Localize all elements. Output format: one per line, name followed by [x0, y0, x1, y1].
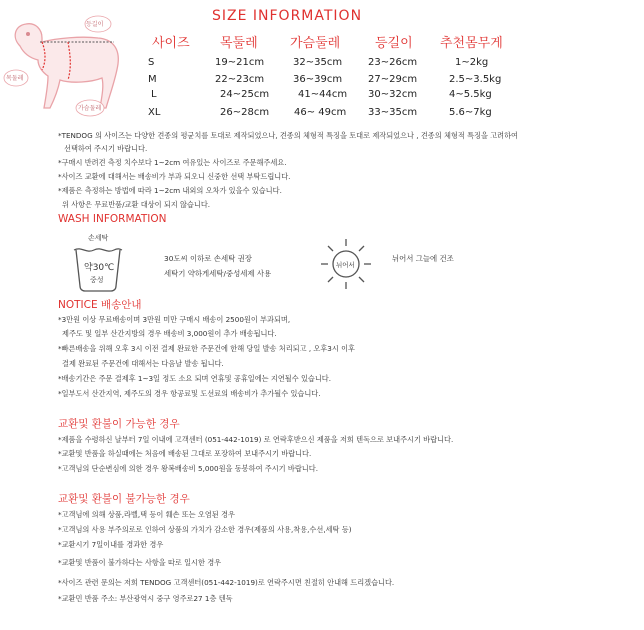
row-xl-weight: 5.6~7kg: [449, 107, 492, 118]
notice-line-1: *3만원 이상 무료배송이며 3만원 미만 구매시 배송이 2500원이 부과되며,: [58, 315, 291, 324]
row-s-weight: 1~2kg: [455, 57, 489, 68]
wash-text-2: 세탁기 약하게세탁/중성세제 사용: [164, 269, 272, 278]
exchange-no-title: 교환및 환불이 불가능한 경우: [58, 493, 190, 505]
row-xl-chest: 46~ 49cm: [294, 107, 347, 118]
hand-wash-icon: [70, 234, 126, 294]
exchange-no-line-4: *교환및 반품이 불가하다는 사항을 따로 일시한 경우: [58, 558, 222, 567]
shade-dry-icon: [318, 236, 374, 292]
exchange-no-line-2: *고객님의 사용 부주의로로 인하여 상품의 가치가 감소한 경우(제품의 사용,착용,수선,세탁 등): [58, 525, 352, 534]
wash-text-1: 30도씨 이하로 손세탁 권장: [164, 254, 252, 263]
notice-line-6: *일부도서 산간지역, 제주도의 경우 항공료및 도선료의 배송비가 추가될수 있습니다.: [58, 389, 321, 398]
return-address: *교환민 반품 주소: 부산광역시 중구 영주로27 1층 텐독: [58, 594, 233, 603]
header-weight: 추천몸무게: [440, 36, 503, 51]
row-s-neck: 19~21cm: [215, 57, 265, 68]
header-neck: 목둘레: [220, 36, 258, 51]
tub-label-top: 손세탁: [88, 234, 109, 242]
header-back: 등길이: [375, 36, 413, 51]
size-note-3: *구매시 반려견 측정 치수보다 1~2cm 여유있는 사이즈로 주문해주세요.: [58, 158, 287, 167]
notice-title: NOTICE 배송안내: [58, 299, 142, 311]
row-s-chest: 32~35cm: [293, 57, 343, 68]
row-s-back: 23~26cm: [368, 57, 418, 68]
row-l-neck: 24~25cm: [220, 89, 270, 100]
row-xl-size: XL: [148, 107, 161, 118]
header-chest: 가슴둘레: [290, 36, 341, 51]
row-l-back: 30~32cm: [368, 89, 418, 100]
size-note-1: *TENDOG 의 사이즈는 다양한 견종의 평균치를 토대로 제작되었으나, 견종의 체형적 특징을 토대로 제작되었으나 , 견종의 체형적 특징을 고려하여: [58, 131, 518, 140]
row-m-back: 27~29cm: [368, 74, 418, 85]
dog-label-chest: 가슴둘레: [78, 105, 102, 112]
notice-line-5: *배송기간은 주문 결제후 1~3일 정도 소요 되며 연휴및 공휴일에는 지연될수 있습니다.: [58, 374, 332, 383]
row-l-size: L: [151, 89, 157, 100]
exchange-ok-line-1: *제품을 수령하신 날부터 7일 이내에 고객센터 (051-442-1019) 로 연락후받으신 제품을 저희 텐독으로 보내주시기 바랍니다.: [58, 435, 454, 444]
row-xl-neck: 26~28cm: [220, 107, 270, 118]
sun-icon-label: 뉘어서: [336, 261, 355, 269]
row-s-size: S: [148, 57, 155, 68]
exchange-no-line-1: *고객님에 의해 상품,라벨,택 등이 훼손 또는 오염된 경우: [58, 510, 235, 519]
exchange-ok-line-3: *고객님의 단순변심에 의한 경우 왕복배송비 5,000원을 동봉하여 주시기 바랍니다.: [58, 464, 318, 473]
exchange-ok-title: 교환및 환불이 가능한 경우: [58, 418, 180, 430]
contact-note: *사이즈 관련 문의는 저희 TENDOG 고객센터(051-442-1019)로 연락주시면 친절히 안내해 드리겠습니다.: [58, 578, 395, 587]
exchange-ok-line-2: *교환및 반품을 하실때에는 처음에 배송된 그대로 포장하여 보내주시기 바랍니다.: [58, 449, 312, 458]
wash-info-title: WASH INFORMATION: [58, 213, 167, 225]
row-m-neck: 22~23cm: [215, 74, 265, 85]
notice-line-2: 제주도 및 일부 산간지방의 경우 배송비 3,000원이 추가 배송됩니다.: [62, 329, 277, 338]
row-m-weight: 2.5~3.5kg: [449, 74, 502, 85]
row-m-chest: 36~39cm: [293, 74, 343, 85]
row-m-size: M: [148, 74, 157, 85]
exchange-no-line-3: *교환시기 7일이내를 경과한 경우: [58, 540, 164, 549]
tub-label-neutral: 중성: [90, 276, 104, 284]
size-note-4: *사이즈 교환에 대해서는 배송비가 부과 되오니 신중한 선택 부탁드립니다.: [58, 172, 291, 181]
notice-line-4: 결제 완료된 주문건에 대해서는 다음날 발송 됩니다.: [62, 359, 224, 368]
dog-label-neck: 목둘레: [6, 75, 24, 82]
dry-text: 뉘어서 그늘에 건조: [392, 254, 454, 263]
row-l-chest: 41~44cm: [298, 89, 348, 100]
tub-label-temp: 약30℃: [84, 263, 115, 273]
row-l-weight: 4~5.5kg: [449, 89, 492, 100]
notice-line-3: *빠른배송을 위해 오후 3시 이전 결제 완료한 주문건에 한해 당일 발송 처리되고 , 오후3시 이후: [58, 344, 355, 353]
size-note-5: *제품은 측정하는 방법에 따라 1~2cm 내외의 오차가 있을수 있습니다.: [58, 186, 282, 195]
size-info-title: SIZE INFORMATION: [212, 8, 363, 24]
dog-label-back: 등길이: [86, 21, 104, 28]
header-size: 사이즈: [152, 36, 190, 51]
size-note-2: 선택하여 주시기 바랍니다.: [64, 144, 148, 153]
row-xl-back: 33~35cm: [368, 107, 418, 118]
size-note-6: 위 사항은 무료반품/교환 대상이 되지 않습니다.: [62, 200, 211, 209]
